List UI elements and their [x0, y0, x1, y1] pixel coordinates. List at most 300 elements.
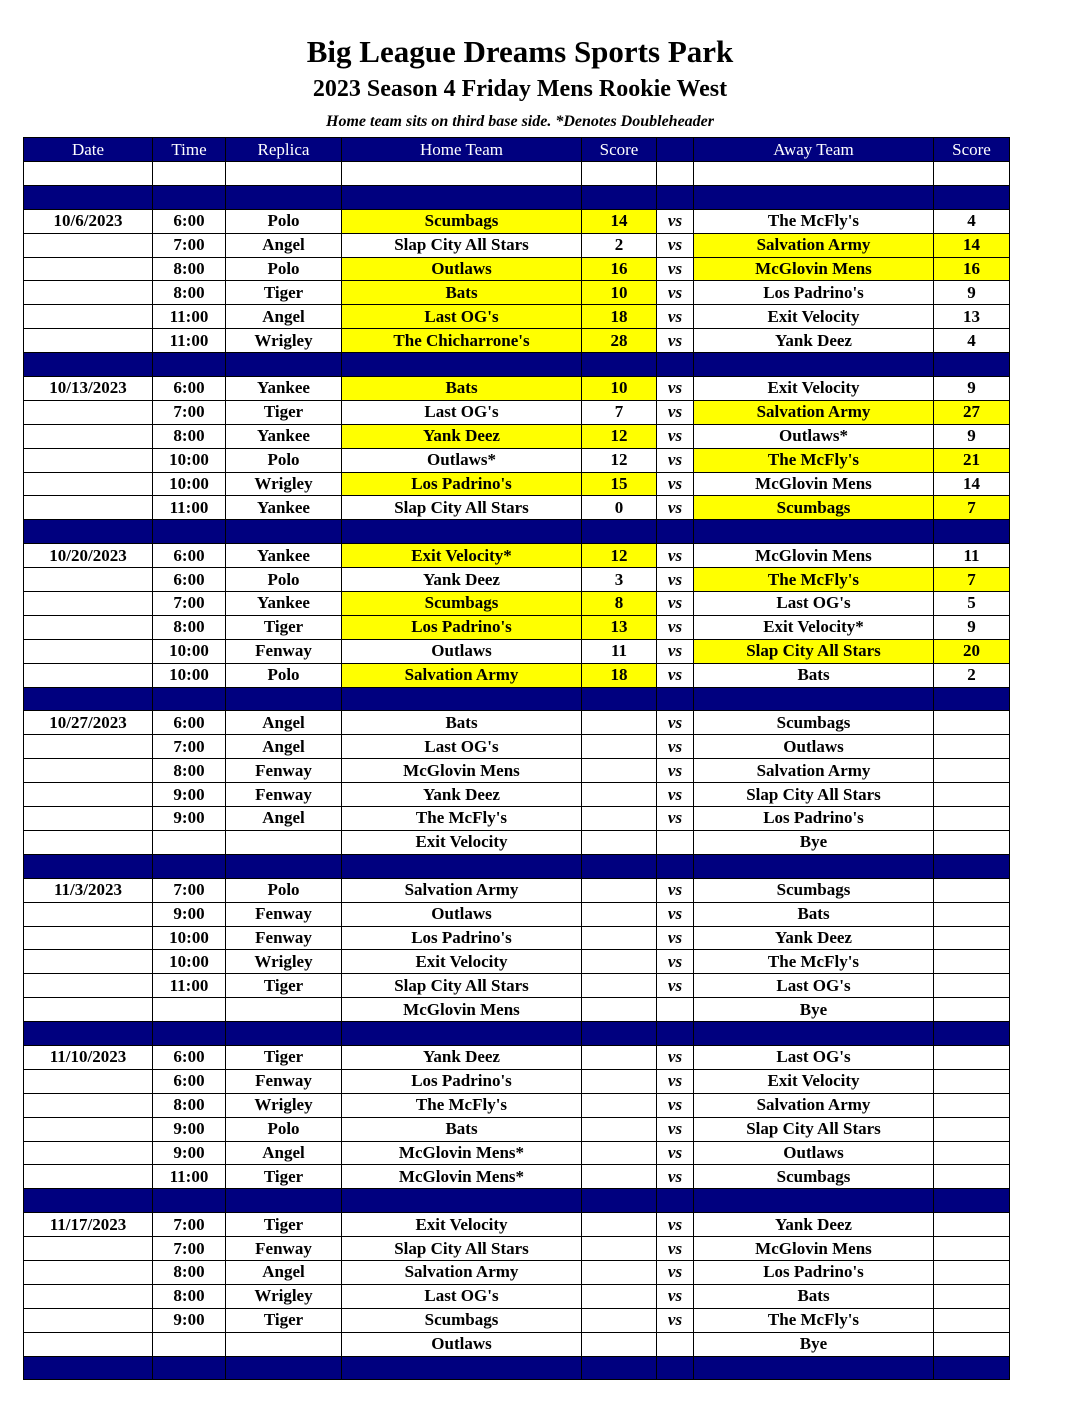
game-time: 6:00 — [153, 377, 226, 401]
week-separator — [24, 1189, 1010, 1213]
game-date — [24, 950, 153, 974]
game-replica: Angel — [226, 807, 342, 831]
home-team: Exit Velocity — [342, 950, 582, 974]
vs-label: vs — [657, 639, 694, 663]
home-team: Last OG's — [342, 305, 582, 329]
col-away-score-header: Score — [934, 138, 1010, 162]
home-team: Los Padrino's — [342, 926, 582, 950]
away-score — [934, 1141, 1010, 1165]
game-row — [24, 926, 1010, 950]
game-date: 11/3/2023 — [24, 878, 153, 902]
col-home-score-header: Score — [582, 138, 657, 162]
vs-label: vs — [657, 878, 694, 902]
schedule-table — [23, 137, 1010, 1380]
vs-label: vs — [657, 1237, 694, 1261]
home-team: The McFly's — [342, 1093, 582, 1117]
game-date — [24, 568, 153, 592]
home-score: 12 — [582, 544, 657, 568]
home-team: Los Padrino's — [342, 472, 582, 496]
game-date — [24, 1260, 153, 1284]
game-replica: Polo — [226, 1117, 342, 1141]
page-subtitle: 2023 Season 4 Friday Mens Rookie West — [312, 76, 728, 102]
game-row — [24, 424, 1010, 448]
home-team: Los Padrino's — [342, 615, 582, 639]
game-replica: Angel — [226, 233, 342, 257]
vs-label: vs — [657, 257, 694, 281]
game-row — [24, 639, 1010, 663]
game-time: 10:00 — [153, 926, 226, 950]
game-time: 7:00 — [153, 233, 226, 257]
game-date — [24, 329, 153, 353]
game-date — [24, 400, 153, 424]
vs-label: vs — [657, 1117, 694, 1141]
home-score — [582, 1117, 657, 1141]
away-team: Scumbags — [694, 1165, 934, 1189]
home-team: Scumbags — [342, 209, 582, 233]
game-time: 8:00 — [153, 257, 226, 281]
game-time — [153, 1332, 226, 1356]
home-score: 15 — [582, 472, 657, 496]
game-time: 6:00 — [153, 1069, 226, 1093]
game-time: 9:00 — [153, 902, 226, 926]
home-team: Bats — [342, 1117, 582, 1141]
vs-label — [657, 830, 694, 854]
game-replica: Angel — [226, 1260, 342, 1284]
home-team: Salvation Army — [342, 663, 582, 687]
game-replica: Fenway — [226, 1069, 342, 1093]
away-team: Salvation Army — [694, 1093, 934, 1117]
header-row — [24, 138, 1010, 162]
home-score — [582, 902, 657, 926]
game-date — [24, 1308, 153, 1332]
away-score: 4 — [934, 329, 1010, 353]
away-score — [934, 830, 1010, 854]
home-team: Last OG's — [342, 735, 582, 759]
home-score — [582, 1284, 657, 1308]
away-team: Slap City All Stars — [694, 783, 934, 807]
game-time: 8:00 — [153, 1260, 226, 1284]
game-replica — [226, 998, 342, 1022]
game-date: 11/17/2023 — [24, 1213, 153, 1237]
game-row — [24, 281, 1010, 305]
away-score: 27 — [934, 400, 1010, 424]
game-replica: Yankee — [226, 496, 342, 520]
game-date: 11/10/2023 — [24, 1045, 153, 1069]
game-time: 8:00 — [153, 424, 226, 448]
game-replica: Angel — [226, 711, 342, 735]
game-time: 7:00 — [153, 1237, 226, 1261]
game-replica: Wrigley — [226, 1284, 342, 1308]
vs-label: vs — [657, 472, 694, 496]
week-separator — [24, 1022, 1010, 1046]
vs-label: vs — [657, 233, 694, 257]
home-score — [582, 1308, 657, 1332]
home-score — [582, 759, 657, 783]
away-score: 13 — [934, 305, 1010, 329]
away-team: Los Padrino's — [694, 281, 934, 305]
game-time: 8:00 — [153, 281, 226, 305]
away-team: Outlaws — [694, 735, 934, 759]
vs-label: vs — [657, 1260, 694, 1284]
game-time: 6:00 — [153, 1045, 226, 1069]
game-replica: Fenway — [226, 783, 342, 807]
game-row — [24, 377, 1010, 401]
week-separator — [24, 854, 1010, 878]
home-score — [582, 974, 657, 998]
away-score: 2 — [934, 663, 1010, 687]
game-time: 6:00 — [153, 209, 226, 233]
away-team: Bye — [694, 1332, 934, 1356]
game-row — [24, 1332, 1010, 1356]
away-score — [934, 807, 1010, 831]
game-date — [24, 1165, 153, 1189]
game-replica: Fenway — [226, 902, 342, 926]
home-team: Outlaws — [342, 1332, 582, 1356]
game-replica: Tiger — [226, 1045, 342, 1069]
home-score — [582, 1045, 657, 1069]
away-team: Bye — [694, 830, 934, 854]
home-score — [582, 1069, 657, 1093]
away-team: McGlovin Mens — [694, 472, 934, 496]
game-date — [24, 281, 153, 305]
game-row — [24, 305, 1010, 329]
home-team: The McFly's — [342, 807, 582, 831]
home-team: Exit Velocity — [342, 830, 582, 854]
game-row — [24, 1093, 1010, 1117]
home-team: Slap City All Stars — [342, 974, 582, 998]
game-row — [24, 233, 1010, 257]
col-away-team-header: Away Team — [694, 138, 934, 162]
game-replica: Yankee — [226, 424, 342, 448]
game-time: 11:00 — [153, 329, 226, 353]
away-score: 11 — [934, 544, 1010, 568]
vs-label: vs — [657, 926, 694, 950]
vs-label: vs — [657, 1093, 694, 1117]
home-team: Slap City All Stars — [342, 233, 582, 257]
home-team: Yank Deez — [342, 424, 582, 448]
game-date: 10/20/2023 — [24, 544, 153, 568]
vs-label — [657, 998, 694, 1022]
away-team: McGlovin Mens — [694, 544, 934, 568]
game-row — [24, 448, 1010, 472]
away-score — [934, 783, 1010, 807]
vs-label: vs — [657, 663, 694, 687]
away-team: Last OG's — [694, 974, 934, 998]
game-replica: Tiger — [226, 281, 342, 305]
week-separator — [24, 1356, 1010, 1380]
home-score: 18 — [582, 305, 657, 329]
away-team: Bye — [694, 998, 934, 1022]
home-score: 10 — [582, 281, 657, 305]
away-score — [934, 1332, 1010, 1356]
home-team: The Chicharrone's — [342, 329, 582, 353]
home-team: Bats — [342, 377, 582, 401]
game-date — [24, 1069, 153, 1093]
vs-label: vs — [657, 950, 694, 974]
away-team: Yank Deez — [694, 1213, 934, 1237]
away-score: 7 — [934, 568, 1010, 592]
away-score: 14 — [934, 233, 1010, 257]
home-team: McGlovin Mens — [342, 998, 582, 1022]
game-row — [24, 496, 1010, 520]
home-score — [582, 998, 657, 1022]
away-team: Exit Velocity — [694, 377, 934, 401]
game-time: 9:00 — [153, 783, 226, 807]
vs-label: vs — [657, 377, 694, 401]
away-team: Salvation Army — [694, 759, 934, 783]
away-score: 9 — [934, 615, 1010, 639]
game-time: 7:00 — [153, 400, 226, 424]
vs-label: vs — [657, 807, 694, 831]
away-score — [934, 1165, 1010, 1189]
game-date — [24, 974, 153, 998]
away-score — [934, 1308, 1010, 1332]
game-time: 11:00 — [153, 305, 226, 329]
home-score — [582, 735, 657, 759]
vs-label: vs — [657, 1165, 694, 1189]
game-time: 10:00 — [153, 950, 226, 974]
col-replica-header: Replica — [226, 138, 342, 162]
game-date — [24, 472, 153, 496]
away-score: 14 — [934, 472, 1010, 496]
home-team: Slap City All Stars — [342, 496, 582, 520]
home-score — [582, 950, 657, 974]
away-score — [934, 1213, 1010, 1237]
away-score — [934, 759, 1010, 783]
home-score — [582, 1165, 657, 1189]
vs-label: vs — [657, 448, 694, 472]
week-separator — [24, 520, 1010, 544]
game-row — [24, 209, 1010, 233]
vs-label: vs — [657, 735, 694, 759]
away-score: 16 — [934, 257, 1010, 281]
game-time: 7:00 — [153, 1213, 226, 1237]
game-row — [24, 783, 1010, 807]
home-score: 2 — [582, 233, 657, 257]
away-team: Salvation Army — [694, 233, 934, 257]
game-date — [24, 305, 153, 329]
game-time: 6:00 — [153, 568, 226, 592]
away-score — [934, 1284, 1010, 1308]
game-date — [24, 233, 153, 257]
vs-label: vs — [657, 544, 694, 568]
game-replica: Polo — [226, 878, 342, 902]
away-team: The McFly's — [694, 448, 934, 472]
vs-label: vs — [657, 615, 694, 639]
away-score: 9 — [934, 281, 1010, 305]
game-replica: Wrigley — [226, 950, 342, 974]
home-score: 14 — [582, 209, 657, 233]
game-date — [24, 1117, 153, 1141]
game-date — [24, 783, 153, 807]
game-row — [24, 1213, 1010, 1237]
away-team: Yank Deez — [694, 329, 934, 353]
game-replica: Tiger — [226, 1213, 342, 1237]
game-row — [24, 1045, 1010, 1069]
home-team: Outlaws* — [342, 448, 582, 472]
vs-label: vs — [657, 329, 694, 353]
game-time: 7:00 — [153, 878, 226, 902]
home-score: 18 — [582, 663, 657, 687]
game-replica: Fenway — [226, 759, 342, 783]
game-row — [24, 807, 1010, 831]
game-replica: Fenway — [226, 639, 342, 663]
page-title: Big League Dreams Sports Park — [306, 34, 734, 69]
home-team: Scumbags — [342, 1308, 582, 1332]
game-date — [24, 1284, 153, 1308]
game-time: 11:00 — [153, 496, 226, 520]
game-replica: Wrigley — [226, 472, 342, 496]
away-team: McGlovin Mens — [694, 1237, 934, 1261]
game-row — [24, 544, 1010, 568]
week-separator — [24, 185, 1010, 209]
game-replica: Yankee — [226, 544, 342, 568]
away-score — [934, 1237, 1010, 1261]
game-row — [24, 974, 1010, 998]
game-date — [24, 1237, 153, 1261]
home-score — [582, 1213, 657, 1237]
home-score — [582, 1332, 657, 1356]
vs-label: vs — [657, 783, 694, 807]
away-team: Salvation Army — [694, 400, 934, 424]
game-date — [24, 1093, 153, 1117]
away-score — [934, 1117, 1010, 1141]
game-replica: Tiger — [226, 400, 342, 424]
game-row — [24, 735, 1010, 759]
game-replica: Angel — [226, 1141, 342, 1165]
home-team: Salvation Army — [342, 1260, 582, 1284]
home-score: 3 — [582, 568, 657, 592]
away-team: Bats — [694, 902, 934, 926]
game-date — [24, 1332, 153, 1356]
game-replica — [226, 830, 342, 854]
home-team: Exit Velocity* — [342, 544, 582, 568]
game-replica: Wrigley — [226, 329, 342, 353]
vs-label: vs — [657, 902, 694, 926]
away-team: Scumbags — [694, 711, 934, 735]
home-score: 0 — [582, 496, 657, 520]
game-row — [24, 830, 1010, 854]
home-score: 12 — [582, 424, 657, 448]
game-time: 10:00 — [153, 448, 226, 472]
vs-label: vs — [657, 759, 694, 783]
col-date-header: Date — [24, 138, 153, 162]
game-date: 10/27/2023 — [24, 711, 153, 735]
game-row — [24, 663, 1010, 687]
game-row — [24, 1069, 1010, 1093]
game-row — [24, 1141, 1010, 1165]
game-time: 9:00 — [153, 1308, 226, 1332]
game-replica: Angel — [226, 305, 342, 329]
vs-label: vs — [657, 305, 694, 329]
vs-label: vs — [657, 1284, 694, 1308]
vs-label — [657, 1332, 694, 1356]
home-team: Scumbags — [342, 592, 582, 616]
game-time: 10:00 — [153, 472, 226, 496]
game-time: 11:00 — [153, 974, 226, 998]
game-replica: Polo — [226, 448, 342, 472]
game-date — [24, 424, 153, 448]
game-time: 9:00 — [153, 1117, 226, 1141]
game-date — [24, 759, 153, 783]
away-team: Outlaws* — [694, 424, 934, 448]
home-score: 28 — [582, 329, 657, 353]
page-note: Home team sits on third base side. *Denotes Doubleheader — [326, 113, 714, 130]
game-time: 7:00 — [153, 592, 226, 616]
game-row — [24, 400, 1010, 424]
home-score — [582, 711, 657, 735]
away-team: Last OG's — [694, 592, 934, 616]
game-date — [24, 1141, 153, 1165]
home-team: Last OG's — [342, 400, 582, 424]
vs-label: vs — [657, 281, 694, 305]
game-time: 9:00 — [153, 807, 226, 831]
home-score — [582, 1141, 657, 1165]
vs-label: vs — [657, 1308, 694, 1332]
game-date — [24, 257, 153, 281]
away-team: Last OG's — [694, 1045, 934, 1069]
game-replica — [226, 1332, 342, 1356]
game-time: 10:00 — [153, 639, 226, 663]
away-team: The McFly's — [694, 1308, 934, 1332]
game-replica: Angel — [226, 735, 342, 759]
home-team: Outlaws — [342, 257, 582, 281]
game-time: 8:00 — [153, 759, 226, 783]
vs-label: vs — [657, 711, 694, 735]
away-team: McGlovin Mens — [694, 257, 934, 281]
vs-label: vs — [657, 1069, 694, 1093]
away-team: Exit Velocity — [694, 305, 934, 329]
game-replica: Wrigley — [226, 1093, 342, 1117]
away-team: Outlaws — [694, 1141, 934, 1165]
vs-label: vs — [657, 209, 694, 233]
game-replica: Polo — [226, 209, 342, 233]
game-date — [24, 615, 153, 639]
home-score — [582, 830, 657, 854]
game-date — [24, 902, 153, 926]
home-team: McGlovin Mens — [342, 759, 582, 783]
game-time: 6:00 — [153, 711, 226, 735]
vs-label: vs — [657, 1045, 694, 1069]
game-date — [24, 735, 153, 759]
away-score: 9 — [934, 424, 1010, 448]
away-score: 20 — [934, 639, 1010, 663]
away-score — [934, 902, 1010, 926]
home-team: Outlaws — [342, 639, 582, 663]
away-score — [934, 711, 1010, 735]
game-row — [24, 1165, 1010, 1189]
home-team: Los Padrino's — [342, 1069, 582, 1093]
game-row — [24, 1117, 1010, 1141]
game-date: 10/6/2023 — [24, 209, 153, 233]
game-replica: Fenway — [226, 926, 342, 950]
game-row — [24, 759, 1010, 783]
home-team: Yank Deez — [342, 783, 582, 807]
home-team: Yank Deez — [342, 1045, 582, 1069]
game-replica: Fenway — [226, 1237, 342, 1261]
game-time — [153, 830, 226, 854]
away-score — [934, 950, 1010, 974]
game-replica: Polo — [226, 257, 342, 281]
game-date — [24, 448, 153, 472]
game-time: 11:00 — [153, 1165, 226, 1189]
week-separator — [24, 353, 1010, 377]
home-team: McGlovin Mens* — [342, 1165, 582, 1189]
game-time: 7:00 — [153, 735, 226, 759]
game-replica: Polo — [226, 568, 342, 592]
game-row — [24, 902, 1010, 926]
away-score — [934, 926, 1010, 950]
